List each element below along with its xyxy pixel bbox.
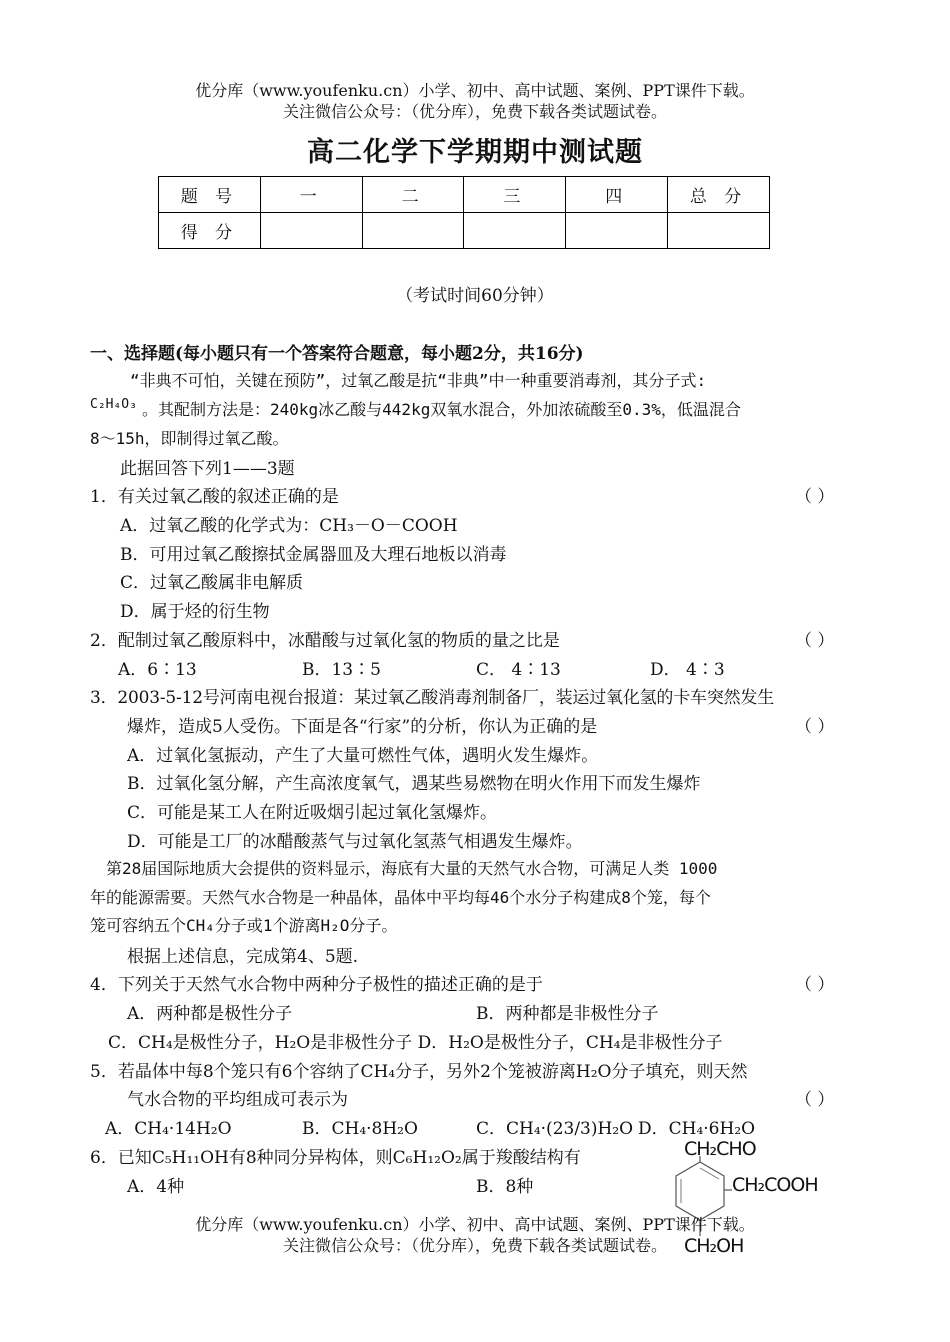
passage1-formula: C₂H₄O₃ bbox=[90, 397, 137, 412]
score-cell: 一 bbox=[260, 177, 362, 213]
q1-stem: 1．有关过氧乙酸的叙述正确的是 bbox=[90, 487, 339, 507]
q6-stem: 6．已知C₅H₁₁OH有8种同分异构体，则C₆H₁₂O₂属于羧酸结构有 bbox=[90, 1148, 581, 1168]
q6-option-a: A．4种 bbox=[127, 1177, 185, 1197]
q3-stem-line-1: 3．2003-5-12号河南电视台报道：某过氧乙酸消毒剂制备厂，装运过氧化氢的卡车突然发生 bbox=[90, 688, 775, 708]
q3-option-a: A．过氧化氢振动，产生了大量可燃性气体，遇明火发生爆炸。 bbox=[127, 746, 599, 766]
passage2-line-2: 年的能源需要。天然气水合物是一种晶体，晶体中平均每46个水分子构建成8个笼，每个 bbox=[90, 888, 711, 907]
structure-right-group: CH₂COOH bbox=[732, 1174, 818, 1196]
q5-option-d: D．CH₄·6H₂O bbox=[638, 1119, 756, 1139]
q3-option-d: D．可能是工厂的冰醋酸蒸气与过氧化氢蒸气相遇发生爆炸。 bbox=[127, 832, 583, 852]
header-line-1: 优分库（www.youfenku.cn）小学、初中、高中试题、案例、PPT课件下载。 bbox=[195, 81, 755, 100]
score-table-score-row bbox=[159, 213, 770, 249]
q1-option-b: B．可用过氧乙酸擦拭金属器皿及大理石地板以消毒 bbox=[120, 545, 507, 565]
page-title: 高二化学下学期期中测试题 bbox=[307, 137, 643, 168]
q2-option-a: A．6∶13 bbox=[118, 660, 197, 680]
q3-option-b: B．过氧化氢分解，产生高浓度氧气，遇某些易燃物在明火作用下而发生爆炸 bbox=[127, 774, 701, 794]
passage1-prompt: 此据回答下列1——3题 bbox=[120, 459, 295, 479]
exam-time: （考试时间60分钟） bbox=[396, 286, 554, 306]
q1-option-a: A．过氧乙酸的化学式为：CH₃－O－COOH bbox=[120, 516, 458, 536]
q5-answer-paren[interactable]: （ ） bbox=[795, 1090, 835, 1110]
q5-option-b: B．CH₄·8H₂O bbox=[302, 1119, 418, 1139]
score-input-cell[interactable] bbox=[464, 213, 566, 249]
score-input-cell[interactable] bbox=[566, 213, 668, 249]
score-table-header-row bbox=[159, 177, 770, 213]
q1-answer-paren[interactable]: （ ） bbox=[795, 487, 835, 507]
footer-line-1: 优分库（www.youfenku.cn）小学、初中、高中试题、案例、PPT课件下载。 bbox=[195, 1215, 755, 1234]
q5-option-a: A．CH₄·14H₂O bbox=[105, 1119, 232, 1139]
q3-option-c: C．可能是某工人在附近吸烟引起过氧化氢爆炸。 bbox=[127, 803, 498, 823]
passage2-line-1: 第28届国际地质大会提供的资料显示，海底有大量的天然气水合物，可满足人类 1000 bbox=[106, 859, 718, 878]
score-cell: 题 号 bbox=[159, 177, 261, 213]
passage2-line-3: 笼可容纳五个CH₄分子或1个游离H₂O分子。 bbox=[90, 916, 398, 935]
score-cell: 三 bbox=[464, 177, 566, 213]
score-table bbox=[158, 176, 770, 249]
q2-option-b: B．13∶5 bbox=[302, 660, 381, 680]
section-heading: 一、选择题(每小题只有一个答案符合题意，每小题2分，共16分) bbox=[90, 344, 584, 364]
score-cell: 四 bbox=[566, 177, 668, 213]
q5-option-c: C．CH₄·(23/3)H₂O bbox=[476, 1119, 634, 1139]
score-input-cell[interactable] bbox=[362, 213, 464, 249]
q4-answer-paren[interactable]: （ ） bbox=[795, 975, 835, 995]
q4-option-b: B．两种都是非极性分子 bbox=[476, 1004, 659, 1024]
score-input-cell[interactable] bbox=[260, 213, 362, 249]
q4-stem: 4．下列关于天然气水合物中两种分子极性的描述正确的是于 bbox=[90, 975, 543, 995]
q2-option-c: C． 4∶13 bbox=[476, 660, 561, 680]
score-input-cell[interactable] bbox=[668, 213, 770, 249]
q4-option-cd: C．CH₄是极性分子，H₂O是非极性分子 D．H₂O是极性分子，CH₄是非极性分子 bbox=[108, 1033, 723, 1053]
q1-option-c: C．过氧乙酸属非电解质 bbox=[120, 573, 304, 593]
score-cell: 总 分 bbox=[668, 177, 770, 213]
passage1-line-3: 8～15h，即制得过氧乙酸。 bbox=[90, 429, 289, 448]
q5-stem-line-2: 气水合物的平均组成可表示为 bbox=[127, 1090, 348, 1110]
header-line-2: 关注微信公众号：（优分库），免费下载各类试题试卷。 bbox=[282, 102, 667, 121]
q6-option-b: B．8种 bbox=[476, 1177, 534, 1197]
q2-option-d: D． 4∶3 bbox=[650, 660, 725, 680]
q2-stem: 2．配制过氧乙酸原料中，冰醋酸与过氧化氢的物质的量之比是 bbox=[90, 631, 560, 651]
footer-line-2: 关注微信公众号：（优分库），免费下载各类试题试卷。 bbox=[282, 1236, 667, 1255]
score-cell: 二 bbox=[362, 177, 464, 213]
q3-answer-paren[interactable]: （ ） bbox=[795, 717, 835, 737]
q1-option-d: D．属于烃的衍生物 bbox=[120, 602, 270, 622]
q3-stem-line-2: 爆炸，造成5人受伤。下面是各“行家”的分析，你认为正确的是 bbox=[127, 717, 598, 737]
passage1-line-1: “非典不可怕，关键在预防”，过氧乙酸是抗“非典”中一种重要消毒剂，其分子式: bbox=[130, 371, 707, 390]
passage2-prompt: 根据上述信息，完成第4、5题. bbox=[127, 947, 359, 967]
q2-answer-paren[interactable]: （ ） bbox=[795, 631, 835, 651]
structure-bottom-group: CH₂OH bbox=[684, 1235, 744, 1257]
passage1-line-2: 。其配制方法是：240kg冰乙酸与442kg双氧水混合，外加浓硫酸至0.3%，低温混合 bbox=[142, 400, 741, 419]
q4-option-a: A．两种都是极性分子 bbox=[127, 1004, 293, 1024]
score-cell: 得 分 bbox=[159, 213, 261, 249]
structure-top-group: CH₂CHO bbox=[684, 1138, 756, 1160]
q5-stem-line-1: 5．若晶体中每8个笼只有6个容纳了CH₄分子，另外2个笼被游离H₂O分子填充，则天然 bbox=[90, 1062, 748, 1082]
